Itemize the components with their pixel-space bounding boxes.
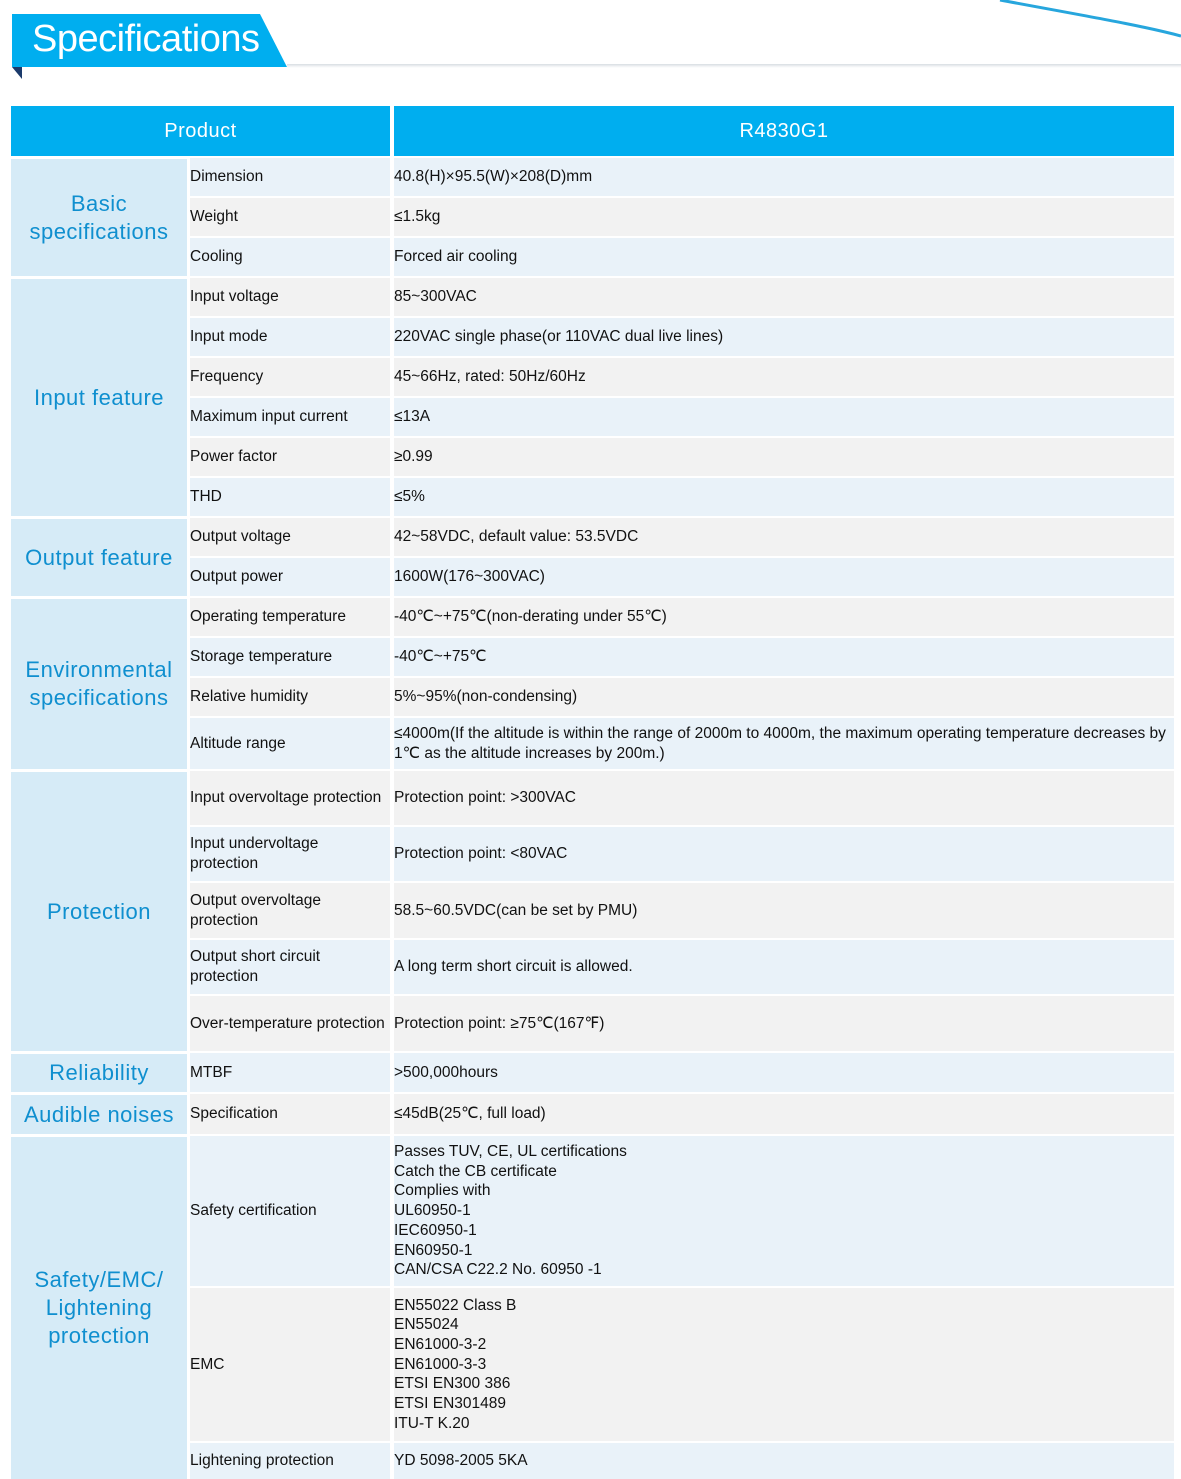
spec-label: EMC [190, 1286, 394, 1441]
spec-value: ≤1.5kg [394, 196, 1174, 236]
spec-value: ≤45dB(25℃, full load) [394, 1092, 1174, 1134]
spec-value-line: EN55022 Class B [394, 1296, 517, 1314]
spec-value-list [394, 1286, 1174, 1441]
spec-value-line: ETSI EN301489 [394, 1395, 507, 1413]
category-basic-specifications: Basic specifications [11, 156, 190, 276]
spec-value-line: ITU-T K.20 [394, 1414, 470, 1432]
spec-value: 40.8(H)×95.5(W)×208(D)mm [394, 156, 1174, 196]
specifications-table [11, 106, 1174, 1479]
spec-value-line: EN55024 [394, 1316, 459, 1334]
spec-value-line: EN60950-1 [394, 1241, 473, 1259]
spec-label: Output voltage [190, 516, 394, 556]
spec-label: Output short circuit protection [190, 938, 394, 994]
spec-label: Cooling [190, 236, 394, 276]
spec-label: Input mode [190, 316, 394, 356]
spec-label: Storage temperature [190, 636, 394, 676]
spec-value-line: ETSI EN300 386 [394, 1375, 511, 1393]
spec-label: THD [190, 476, 394, 516]
spec-label: Operating temperature [190, 596, 394, 636]
spec-value: YD 5098-2005 5KA [394, 1441, 1174, 1479]
category-protection: Protection [11, 769, 190, 1051]
spec-value: >500,000hours [394, 1051, 1174, 1092]
spec-value: ≤13A [394, 396, 1174, 436]
category-environmental-specifications: Environmental specifications [11, 596, 190, 769]
spec-value: -40℃~+75℃ [394, 636, 1174, 676]
spec-label: Dimension [190, 156, 394, 196]
category-safety-emc-lightening: Safety/EMC/ Lightening protection [11, 1134, 190, 1479]
spec-label: Safety certification [190, 1134, 394, 1286]
spec-value: Protection point: >300VAC [394, 769, 1174, 825]
spec-value: Protection point: <80VAC [394, 825, 1174, 881]
spec-value-line: Catch the CB certificate [394, 1162, 557, 1180]
spec-label: Input overvoltage protection [190, 769, 394, 825]
spec-label: Relative humidity [190, 676, 394, 716]
spec-value: A long term short circuit is allowed. [394, 938, 1174, 994]
spec-value: 85~300VAC [394, 276, 1174, 316]
spec-label: Maximum input current [190, 396, 394, 436]
spec-value-line: EN61000-3-2 [394, 1335, 487, 1353]
spec-label: Output overvoltage protection [190, 881, 394, 938]
spec-value: 220VAC single phase(or 110VAC dual live lines) [394, 316, 1174, 356]
spec-value: Forced air cooling [394, 236, 1174, 276]
spec-value: ≤4000m(If the altitude is within the range of 2000m to 4000m, the maximum operating temperature decreases by 1℃ as the altitude increases by 200m.) [394, 716, 1174, 769]
category-output-feature: Output feature [11, 516, 190, 596]
spec-value: ≤5% [394, 476, 1174, 516]
spec-value-line: UL60950-1 [394, 1202, 471, 1220]
spec-value: 58.5~60.5VDC(can be set by PMU) [394, 881, 1174, 938]
spec-label: Specification [190, 1092, 394, 1134]
column-header-model: R4830G1 [394, 106, 1174, 156]
spec-value-line: Complies with [394, 1182, 491, 1200]
spec-value: Protection point: ≥75℃(167℉) [394, 994, 1174, 1051]
column-header-product: Product [11, 106, 394, 156]
spec-label: Output power [190, 556, 394, 596]
spec-label: Input undervoltage protection [190, 825, 394, 881]
spec-value-line: EN61000-3-3 [394, 1355, 487, 1373]
category-input-feature: Input feature [11, 276, 190, 516]
spec-label: Frequency [190, 356, 394, 396]
spec-label: Altitude range [190, 716, 394, 769]
spec-value: 45~66Hz, rated: 50Hz/60Hz [394, 356, 1174, 396]
spec-value: 1600W(176~300VAC) [394, 556, 1174, 596]
spec-value: ≥0.99 [394, 436, 1174, 476]
spec-label: Over-temperature protection [190, 994, 394, 1051]
spec-value-list [394, 1134, 1174, 1286]
header-divider [287, 64, 1181, 68]
spec-label: Power factor [190, 436, 394, 476]
spec-value-line: Passes TUV, CE, UL certifications [394, 1143, 627, 1161]
spec-value: 5%~95%(non-condensing) [394, 676, 1174, 716]
spec-label: Input voltage [190, 276, 394, 316]
category-reliability: Reliability [11, 1051, 190, 1092]
spec-value-line: CAN/CSA C22.2 No. 60950 -1 [394, 1261, 602, 1279]
spec-label: Weight [190, 196, 394, 236]
spec-label: MTBF [190, 1051, 394, 1092]
spec-label: Lightening protection [190, 1441, 394, 1479]
spec-value: 42~58VDC, default value: 53.5VDC [394, 516, 1174, 556]
spec-value: -40℃~+75℃(non-derating under 55℃) [394, 596, 1174, 636]
spec-value-line: IEC60950-1 [394, 1221, 477, 1239]
page-title: Specifications [32, 18, 260, 60]
category-audible-noises: Audible noises [11, 1092, 190, 1134]
